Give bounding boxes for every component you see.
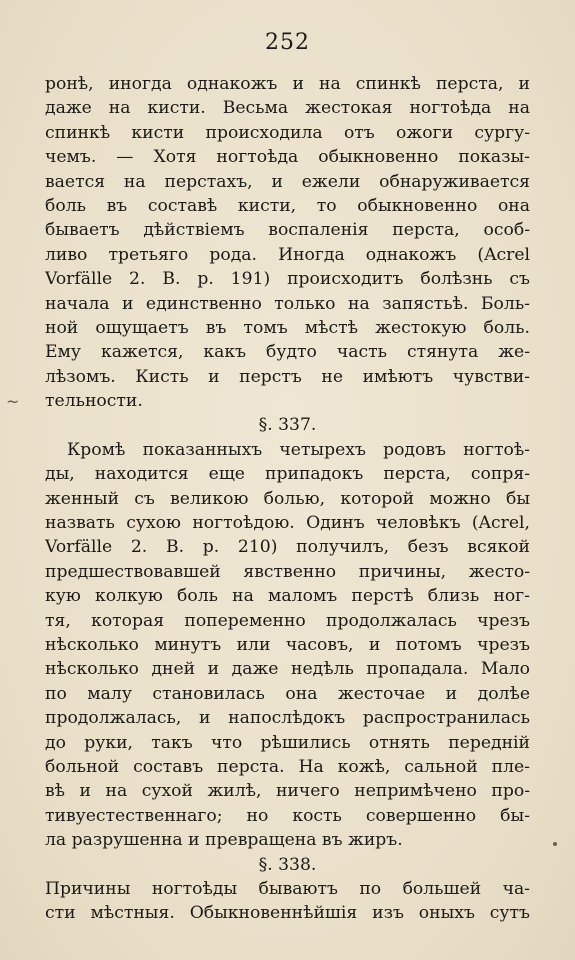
text-line: тя, которая попеременно продолжалась чрезъ [45,610,530,631]
text-line: женный съ великою болью, которой можно бы [45,488,530,509]
text-line: тельности. [45,391,143,412]
text-line: кую колкую боль на маломъ перстѣ близь ног- [45,586,530,607]
text-line: предшествовавшей явственно причины, жесто- [45,561,530,582]
section-heading: §. 338. [258,854,317,875]
text-line: сти мѣстныя. Обыкновеннѣйшія изъ оныхъ сутъ [45,903,530,924]
text-line: Причины ногтоѣды бываютъ по большей ча- [45,878,530,899]
text-line: ной ощущаетъ въ томъ мѣстѣ жестокую боль. [45,317,530,338]
text-line: нѣсколько минутъ или часовъ, и потомъ чрезъ [45,634,530,655]
text-line: начала и единственно только на запястьѣ. Боль- [45,293,530,314]
margin-mark: ~ [6,392,20,411]
text-line: чемъ. — Хотя ногтоѣда обыкновенно показы- [45,147,530,168]
text-line: спинкѣ кисти происходила отъ ожоги сургу- [45,122,530,143]
text-line: продолжалась, и напослѣдокъ распространилась [45,708,530,729]
section-heading: §. 337. [258,415,317,436]
text-line: Ему кажется, какъ будто часть стянута же- [45,342,530,363]
text-line: назвать сухою ногтоѣдою. Одинъ человѣкъ (Acrel, [45,513,530,534]
text-line: Кромѣ показанныхъ четырехъ родовъ ногтоѣ- [67,439,530,460]
text-line: Vorfälle 2. B. p. 191) происходитъ болѣзнь съ [45,269,530,290]
text-line: боль въ составѣ кисти, то обыкновенно она [45,195,530,216]
text-line: бываетъ дѣйствіемъ воспаленія перста, особ- [45,220,530,241]
text-line: ронѣ, иногда однакожъ и на спинкѣ перста, и [45,74,530,94]
text-line: вается на перстахъ, и ежели обнаруживается [45,171,530,192]
text-line: Vorfälle 2. B. p. 210) получилъ, безъ всякой [45,537,530,558]
text-line: ла разрушенна и превращена въ жиръ. [45,830,403,851]
text-line: лѣзомъ. Кисть и перстъ не имѣютъ чувстви- [45,366,530,387]
page-number: 252 [265,30,310,55]
ink-speck [553,842,557,846]
text-line: ды, находится еще припадокъ перста, сопря- [45,464,530,485]
text-line: даже на кисти. Весьма жестокая ногтоѣда на [45,98,530,119]
text-line: по малу становилась она жесточае и долѣе [45,683,530,704]
text-line: нѣсколько дней и даже недѣль пропадала. Мало [45,659,530,680]
body-text [45,72,530,926]
text-line: вѣ и на сухой жилѣ, ничего непримѣчено про- [45,781,530,802]
text-line: ливо третьяго рода. Иногда однакожъ (Acrel [45,244,530,265]
text-line: больной составъ перста. На кожѣ, сальной пле- [45,756,530,777]
text-line: тивуестественнаго; но кость совершенно бы- [45,805,530,826]
text-line: до руки, такъ что рѣшились отнять передній [45,732,530,753]
